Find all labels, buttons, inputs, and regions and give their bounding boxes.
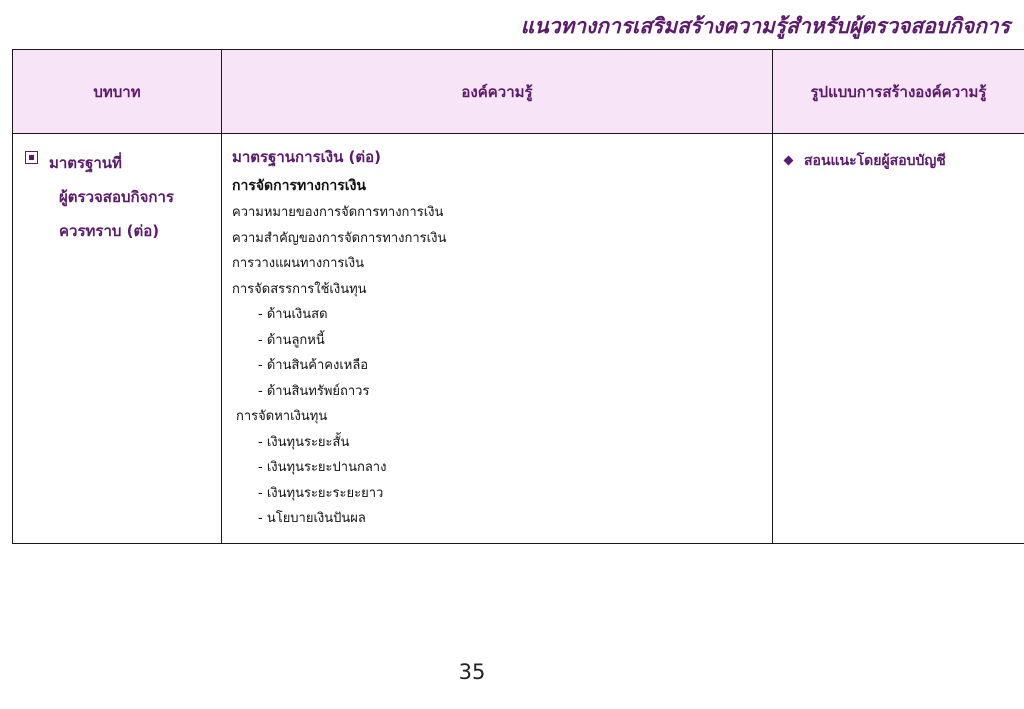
column-header-knowledge: องค์ความรู้ [222, 50, 773, 134]
table-header-row [13, 50, 1024, 134]
list-item: ความสำคัญของการจัดการทางการเงิน [232, 230, 447, 246]
list-item: - ด้านสินค้าคงเหลือ [258, 358, 369, 373]
list-item: - เงินทุนระยะระยะยาว [258, 485, 384, 501]
knowledge-heading: มาตรฐานการเงิน (ต่อ) [232, 148, 382, 166]
format-cell [773, 134, 1024, 544]
page-title: แนวทางการเสริมสร้างความรู้สำหรับผู้ตรวจสอบกิจการ [520, 14, 1010, 38]
list-item: การวางแผนทางการเงิน [232, 256, 365, 271]
column-header-format: รูปแบบการสร้างองค์ความรู้ [773, 50, 1024, 134]
role-line: ผู้ตรวจสอบกิจการ [59, 188, 174, 206]
role-text [49, 146, 215, 248]
square-bullet-icon [25, 151, 38, 164]
list-item: - ด้านลูกหนี้ [258, 332, 325, 348]
diamond-bullet-icon [784, 155, 794, 165]
knowledge-list [232, 200, 772, 532]
format-item [785, 150, 1024, 172]
knowledge-cell [222, 134, 773, 544]
role-line: มาตรฐานที่ [49, 154, 122, 172]
list-item: - นโยบายเงินปันผล [258, 511, 366, 526]
role-line: ควรทราบ (ต่อ) [59, 222, 160, 240]
format-item-label: สอนแนะโดยผู้สอบบัญชี [804, 153, 946, 169]
list-item: - เงินทุนระยะสั้น [258, 434, 350, 450]
page-number: 35 [458, 660, 486, 684]
list-item: - ด้านสินทรัพย์ถาวร [258, 383, 370, 399]
list-item: ความหมายของการจัดการทางการเงิน [232, 205, 444, 220]
role-cell [13, 134, 222, 544]
knowledge-subheading: การจัดการทางการเงิน [232, 178, 366, 194]
list-item: การจัดหาเงินทุน [236, 409, 328, 424]
list-item: - ด้านเงินสด [258, 307, 328, 322]
column-header-role: บทบาท [13, 50, 222, 134]
table-row [13, 134, 1024, 544]
knowledge-table [12, 49, 1024, 544]
list-item: - เงินทุนระยะปานกลาง [258, 460, 387, 475]
list-item: การจัดสรรการใช้เงินทุน [232, 281, 367, 297]
